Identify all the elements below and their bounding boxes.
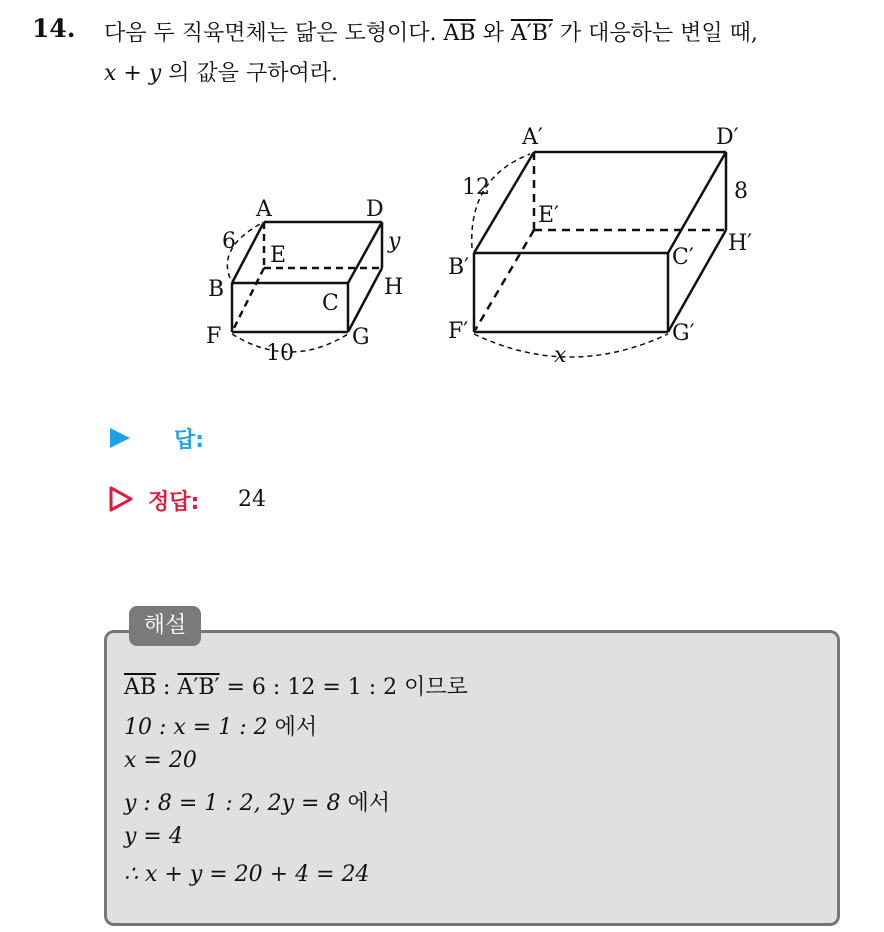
- correct-answer-label: 정답:: [148, 490, 200, 515]
- exp-ratio-rest: = 6 : 12 = 1 : 2: [219, 675, 398, 700]
- edge-dc-large: [668, 152, 726, 253]
- label-g: G: [352, 325, 370, 350]
- label-b: B: [208, 277, 225, 302]
- question-text-mid: 와: [482, 21, 504, 46]
- edge-dc: [348, 222, 382, 283]
- question-math-x-plus-y: x + y: [104, 61, 162, 86]
- explanation-line-4: [124, 786, 390, 817]
- explanation-line-5: y = 4: [124, 824, 183, 849]
- exp-ratio-sep: :: [156, 675, 178, 700]
- label-h-prime: H′: [728, 231, 753, 256]
- edge-hg: [348, 268, 382, 332]
- label-a-prime: A′: [522, 125, 543, 150]
- question-number: 14.: [32, 14, 76, 43]
- edge-ba-large: [474, 152, 534, 253]
- answer-label: 답:: [174, 428, 205, 453]
- explanation-line-1: [124, 670, 468, 701]
- length-dh: y: [388, 229, 401, 254]
- label-b-prime: B′: [448, 255, 470, 280]
- label-f: F: [206, 324, 222, 349]
- cuboid-figure: [190, 108, 770, 378]
- exp-segment-ab: $\overline{AB}$: [124, 675, 157, 700]
- length-fg: 10: [266, 341, 294, 366]
- question-text-line2: 의 값을 구하여라.: [168, 61, 339, 86]
- label-h: H: [384, 275, 404, 300]
- correct-answer-triangle-icon: [108, 485, 134, 513]
- explanation-line-6: ∴ x + y = 20 + 4 = 24: [124, 862, 370, 887]
- correct-answer-value: 24: [238, 487, 266, 512]
- label-c: C: [322, 291, 339, 316]
- label-a: A: [256, 197, 272, 222]
- exp-line2-post: 에서: [267, 715, 318, 740]
- edge-ef-hidden: [232, 268, 264, 332]
- length-fg-large: x: [554, 343, 567, 368]
- exp-segment-a-prime-b-prime: A′B′: [177, 675, 220, 700]
- length-dh-large: 8: [734, 179, 748, 204]
- length-ab-large: 12: [462, 175, 490, 200]
- segment-ab: $\overline{AB}$: [443, 21, 476, 46]
- dim-arc-fg-large: [474, 334, 668, 357]
- question-line-1: [104, 16, 758, 47]
- length-ab: 6: [222, 229, 236, 254]
- answer-arrow-icon: [110, 428, 130, 448]
- question-line-2: [104, 56, 338, 87]
- exp-line4-post: 에서: [340, 791, 390, 816]
- label-e: E: [270, 243, 287, 268]
- edge-ef-large-hidden: [474, 230, 534, 332]
- exp-line2-math: 10 : x = 1 : 2: [124, 715, 268, 740]
- question-text-pre: 다음 두 직육면체는 닮은 도형이다.: [104, 21, 437, 46]
- question-text-post: 가 대응하는 변일 때,: [559, 21, 758, 46]
- label-g-prime: G′: [672, 321, 695, 346]
- dim-arc-ab-large: [472, 154, 530, 248]
- label-d: D: [366, 197, 384, 222]
- exp-line1-post: 이므로: [397, 675, 468, 700]
- explanation-line-2: [124, 710, 317, 741]
- label-f-prime: F′: [448, 319, 469, 344]
- explanation-line-3: x = 20: [124, 748, 197, 773]
- label-e-prime: E′: [538, 203, 560, 228]
- explanation-tag: 해설: [129, 606, 201, 646]
- segment-a-prime-b-prime: A′B′: [510, 21, 553, 46]
- label-c-prime: C′: [672, 245, 694, 270]
- label-d-prime: D′: [716, 125, 739, 150]
- exp-line4-math: y : 8 = 1 : 2, 2y = 8: [124, 791, 341, 816]
